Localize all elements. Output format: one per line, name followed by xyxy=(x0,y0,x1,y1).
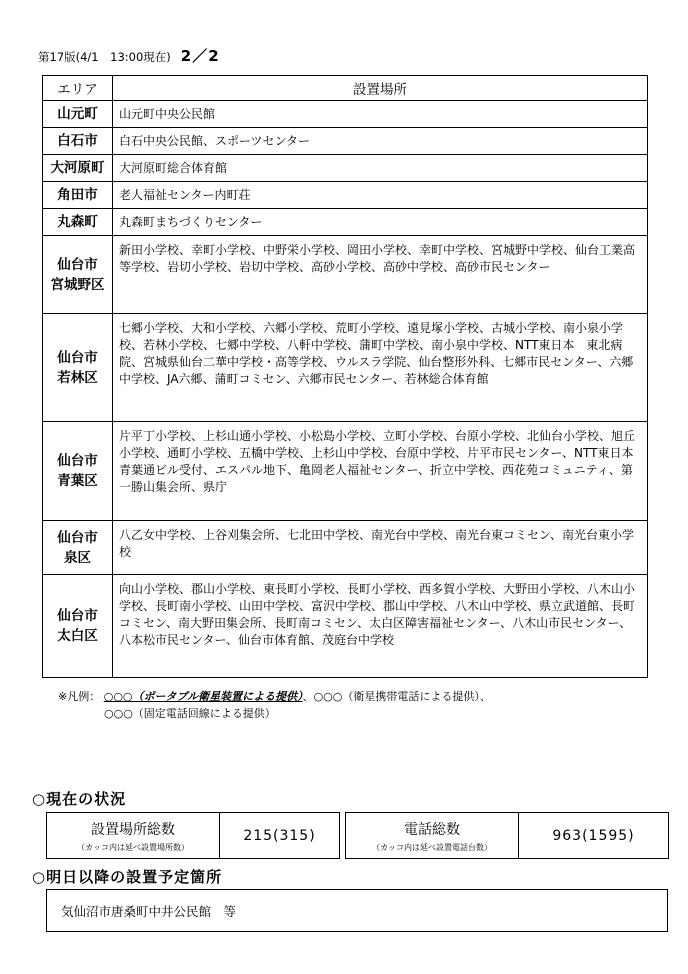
phones-stat-box xyxy=(345,812,669,859)
table-row xyxy=(43,101,648,128)
location-cell: 丸森町まちづくりセンター xyxy=(113,209,648,236)
sites-label: 設置場所総数 xyxy=(91,821,175,838)
location-cell: 白石中央公民館、スポーツセンター xyxy=(113,128,648,155)
section-title-planned-sites: ○明日以降の設置予定箇所 xyxy=(32,868,223,886)
area-cell: 山元町 xyxy=(43,101,113,128)
area-cell: 仙台市 宮城野区 xyxy=(43,236,113,314)
table-row xyxy=(43,209,648,236)
table-row xyxy=(43,422,648,521)
section-title-current-status: ○現在の状況 xyxy=(32,790,127,808)
area-cell: 大河原町 xyxy=(43,155,113,182)
phones-value: 963(1595) xyxy=(552,827,635,844)
page-number: 2／2 xyxy=(180,47,220,65)
location-cell: 大河原町総合体育館 xyxy=(113,155,648,182)
location-cell: 八乙女中学校、上谷刈集会所、七北田中学校、南光台中学校、南光台東コミセン、南光台東小学校 xyxy=(113,521,648,575)
location-cell: 老人福祉センター内町荘 xyxy=(113,182,648,209)
area-cell: 角田市 xyxy=(43,182,113,209)
phones-note: （カッコ内は延べ設置電話台数） xyxy=(372,842,492,852)
legend-portable-satellite: ○○○（ポータブル衛星装置による提供） xyxy=(103,690,303,703)
table-row xyxy=(43,128,648,155)
legend-separator: 、 xyxy=(302,690,314,703)
legend-prefix: ※凡例： xyxy=(58,690,101,703)
table-row xyxy=(43,521,648,575)
area-cell: 仙台市 青葉区 xyxy=(43,422,113,521)
location-cell: 七郷小学校、大和小学校、六郷小学校、荒町小学校、遠見塚小学校、古城小学校、南小泉小学校、若林小学校、七郷中学校、八軒中学校、蒲町中学校、南小泉中学校、NTT東日本 東北病院、宮城県仙台二華中学校・高等学校、ウルスラ学院、仙台整形外科、七郷市民センター、六郷中学校、JA六郷、蒲町コミセン、六郷市民センター、若林総合体育館 xyxy=(113,314,648,422)
phones-label-cell xyxy=(346,813,519,858)
sites-label-cell xyxy=(47,813,220,858)
area-cell: 丸森町 xyxy=(43,209,113,236)
legend-satellite-phone: ○○○（衛星携帯電話による提供） xyxy=(313,690,480,703)
column-header-location: 設置場所 xyxy=(113,76,648,101)
area-cell: 仙台市 泉区 xyxy=(43,521,113,575)
planned-sites-text: 気仙沼市唐桑町中井公民館 等 xyxy=(61,903,237,919)
table-row xyxy=(43,236,648,314)
area-cell: 白石市 xyxy=(43,128,113,155)
legend-fixed-line: ○○○（固定電話回線による提供） xyxy=(104,707,276,720)
location-table xyxy=(42,75,648,678)
sites-note: （カッコ内は延べ設置場所数） xyxy=(77,842,189,852)
legend xyxy=(58,688,491,722)
header xyxy=(38,45,220,66)
area-cell: 仙台市 太白区 xyxy=(43,575,113,678)
table-header-row xyxy=(43,76,648,101)
planned-sites-box xyxy=(46,889,668,932)
legend-separator: 、 xyxy=(479,690,491,703)
area-cell: 仙台市 若林区 xyxy=(43,314,113,422)
column-header-area: エリア xyxy=(43,76,113,101)
version-label: 第17版(4/1 13:00現在) xyxy=(38,50,171,64)
location-cell: 新田小学校、幸町小学校、中野栄小学校、岡田小学校、幸町中学校、宮城野中学校、仙台工業高等学校、岩切小学校、岩切中学校、高砂小学校、高砂中学校、高砂市民センター xyxy=(113,236,648,314)
phones-label: 電話総数 xyxy=(404,821,460,838)
location-cell: 山元町中央公民館 xyxy=(113,101,648,128)
sites-stat-box xyxy=(46,812,340,859)
table-row xyxy=(43,314,648,422)
table-row xyxy=(43,182,648,209)
table-row xyxy=(43,575,648,678)
table-row xyxy=(43,155,648,182)
location-cell: 片平丁小学校、上杉山通小学校、小松島小学校、立町小学校、台原小学校、北仙台小学校、旭丘小学校、通町小学校、五橋中学校、上杉山中学校、台原中学校、片平市民センター、NTT東日本 青葉通ビル受付、エスパル地下、亀岡老人福祉センター、折立中学校、西花苑コミュニティ、第一勝山集会所、県庁 xyxy=(113,422,648,521)
sites-value: 215(315) xyxy=(243,827,316,844)
location-cell: 向山小学校、郡山小学校、東長町小学校、長町小学校、西多賀小学校、大野田小学校、八木山小学校、長町南小学校、山田中学校、富沢中学校、郡山中学校、八木山中学校、県立武道館、長町コミセン、南大野田集会所、長町南コミセン、太白区障害福祉センター、八木山市民センター、八本松市民センター、仙台市体育館、茂庭台中学校 xyxy=(113,575,648,678)
